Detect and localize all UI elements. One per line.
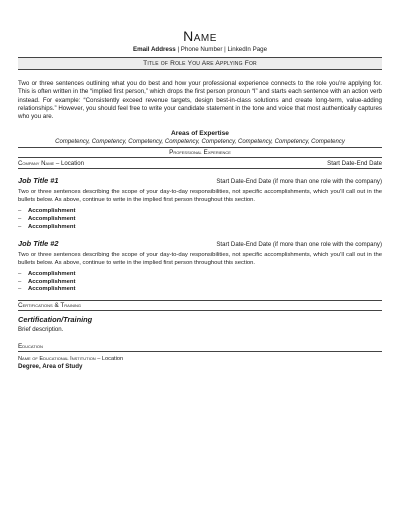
education-heading: Education: [18, 342, 382, 352]
list-item: [18, 208, 382, 216]
job-description: Two or three sentences describing the scope of your day-to-day responsibilities, not specific accomplishments, which you’ll call out in the bullets below. As above, continue to write in the implied first person throughout this section.: [18, 189, 382, 204]
bullet-dash: –: [18, 216, 22, 223]
expertise-heading: Areas of Expertise: [171, 130, 229, 138]
certification-description: Brief description.: [18, 326, 64, 334]
job-header: [18, 239, 382, 249]
linkedin-page: LinkedIn Page: [227, 46, 268, 53]
role-title-bar: Title of Role You Are Applying For: [18, 57, 382, 70]
accomplishment-text: Accomplishment: [28, 270, 76, 277]
list-item: [18, 271, 382, 279]
job-dates: Start Date-End Date (if more than one role with the company): [216, 240, 382, 248]
institution-location: – Location: [95, 356, 124, 363]
list-item: [18, 216, 382, 224]
job-header: [18, 176, 382, 186]
candidate-name: Name: [183, 28, 217, 44]
bullet-dash: –: [18, 286, 22, 293]
accomplishment-list: [18, 271, 382, 294]
job-description: Two or three sentences describing the scope of your day-to-day responsibilities, not specific accomplishments, which you’ll call out in the bullets below. As above, continue to write in the implied first person throughout this section.: [18, 251, 382, 266]
accomplishment-text: Accomplishment: [28, 216, 76, 223]
certification-title: Certification/Training: [18, 315, 93, 325]
company-info: [18, 159, 84, 168]
list-item: [18, 286, 382, 294]
expertise-list: Competency, Competency, Competency, Competency, Competency, Competency, Competency, Competency: [55, 139, 345, 146]
list-item: [18, 224, 382, 232]
certifications-heading: Certifications & Training: [18, 300, 382, 311]
bullet-dash: –: [18, 208, 22, 215]
accomplishment-text: Accomplishment: [28, 224, 76, 231]
job-entry: [18, 176, 382, 231]
list-item: [18, 279, 382, 287]
bullet-dash: –: [18, 270, 22, 277]
company-dates: Start Date-End Date: [327, 160, 382, 168]
accomplishment-text: Accomplishment: [28, 286, 76, 293]
company-row: [18, 159, 382, 169]
education-institution-line: [18, 355, 382, 363]
degree: Degree, Area of Study: [18, 363, 83, 371]
accomplishment-text: Accomplishment: [28, 278, 76, 285]
job-title: Job Title #1: [18, 176, 59, 186]
institution-name: Name of Educational Institution: [18, 356, 96, 363]
bullet-dash: –: [18, 278, 22, 285]
accomplishment-text: Accomplishment: [28, 208, 76, 215]
company-location: – Location: [54, 160, 85, 168]
bullet-dash: –: [18, 224, 22, 231]
accomplishment-list: [18, 208, 382, 231]
company-name: Company Name: [18, 160, 55, 168]
phone-number: Phone Number: [180, 46, 223, 53]
job-dates: Start Date-End Date (if more than one role with the company): [216, 178, 382, 186]
contact-separator: |: [222, 46, 228, 53]
email-address: Email Address: [132, 46, 176, 53]
experience-heading: Professional Experience: [18, 147, 382, 158]
job-title: Job Title #2: [18, 238, 59, 248]
job-entry: [18, 239, 382, 294]
contact-line: [18, 45, 382, 54]
contact-separator: |: [175, 46, 181, 53]
candidate-summary: Two or three sentences outlining what you do best and how your professional experience connects to the role you’re applying for. This is often written in the “implied first person,” which drops the first person pronoun “I” and starts each sentence with an action verb instead. For example: “Consistently exceed revenue targets, design best-in-class solutions and create long-term, value-adding relationships.” However, you should feel free to write your candidate statement in the tone and voice that most authentically captures who you are.: [18, 80, 382, 121]
